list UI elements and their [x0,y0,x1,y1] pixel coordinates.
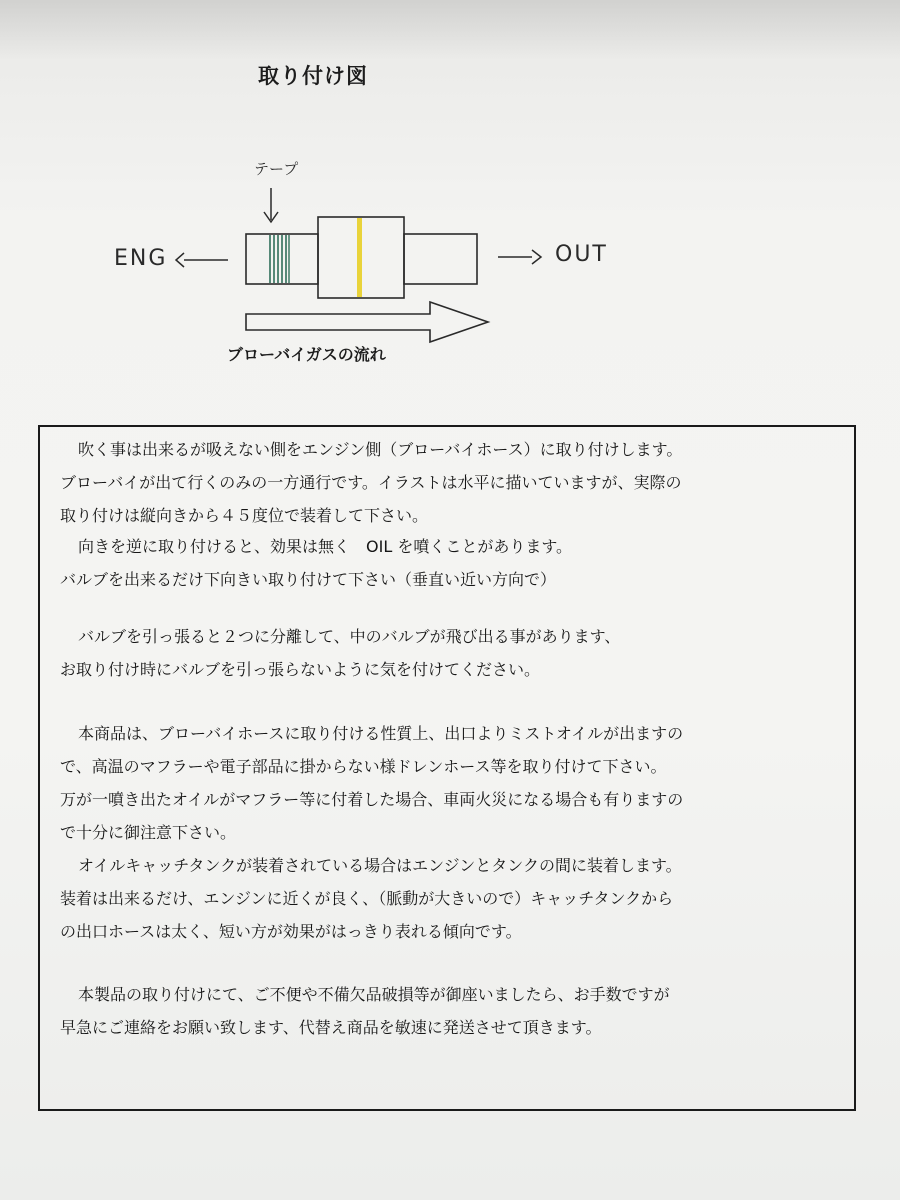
text-line: 装着は出来るだけ、エンジンに近くが良く、（脈動が大きいので）キャッチタンクから [60,889,674,908]
valve-band [357,218,362,297]
text-line: オイルキャッチタンクが装着されている場合はエンジンとタンクの間に装着します。 [78,856,682,875]
text-line: バルブを出来るだけ下向きい取り付けて下さい（垂直い近い方向で） [60,570,557,589]
text-line: の出口ホースは太く、短い方が効果がはっきり表れる傾向です。 [60,922,522,941]
text-line: 本製品の取り付けにて、ご不便や不備欠品破損等が御座いましたら、お手数ですが [78,985,670,1004]
text-line: ブローバイが出て行くのみの一方通行です。イラストは水平に描いていますが、実際の [60,473,682,492]
instructions-box [38,425,856,1111]
flow-arrow [246,302,488,342]
outlet-pipe [404,234,477,284]
paragraph-direction [40,433,858,532]
text-line: バルブを引っ張ると２つに分離して、中のバルブが飛び出る事があります、 [78,627,621,646]
eng-arrow-head [176,253,184,267]
tape-wrap [270,235,289,283]
paragraph-reverse-warning [40,530,858,596]
out-label: OUT [555,242,608,267]
text-line: 向きを逆に取り付けると、効果は無く OIL を噴くことがあります。 [78,537,573,556]
eng-label: ENG [114,246,168,271]
installation-diagram [100,150,640,380]
paper-shadow [0,0,900,60]
text-line: で、高温のマフラーや電子部品に掛からない様ドレンホース等を取り付けて下さい。 [60,757,667,776]
page-title: 取り付け図 [258,64,368,88]
text-line: 吹く事は出来るが吸えない側をエンジン側（ブローバイホース）に取り付けします。 [78,440,683,459]
text-line: お取り付け時にバルブを引っ張らないように気を付けてください。 [60,660,541,679]
paragraph-mist-oil [40,717,858,948]
text-line: 本商品は、ブローバイホースに取り付ける性質上、出口よりミストオイルが出ますの [78,724,684,743]
paragraph-valve-separation [40,620,858,686]
out-arrow-head [532,250,541,264]
text-line: で十分に御注意下さい。 [60,823,237,842]
flow-label: ブローバイガスの流れ [227,345,386,364]
paragraph-support [40,978,858,1044]
text-line: 万が一噴き出たオイルがマフラー等に付着した場合、車両火災になる場合も有りますの [60,790,684,809]
tape-label: テープ [254,160,299,178]
text-line: 取り付けは縦向きから４５度位で装着して下さい。 [60,506,429,525]
text-line: 早急にご連絡をお願い致します、代替え商品を敏速に発送させて頂きます。 [60,1018,602,1037]
